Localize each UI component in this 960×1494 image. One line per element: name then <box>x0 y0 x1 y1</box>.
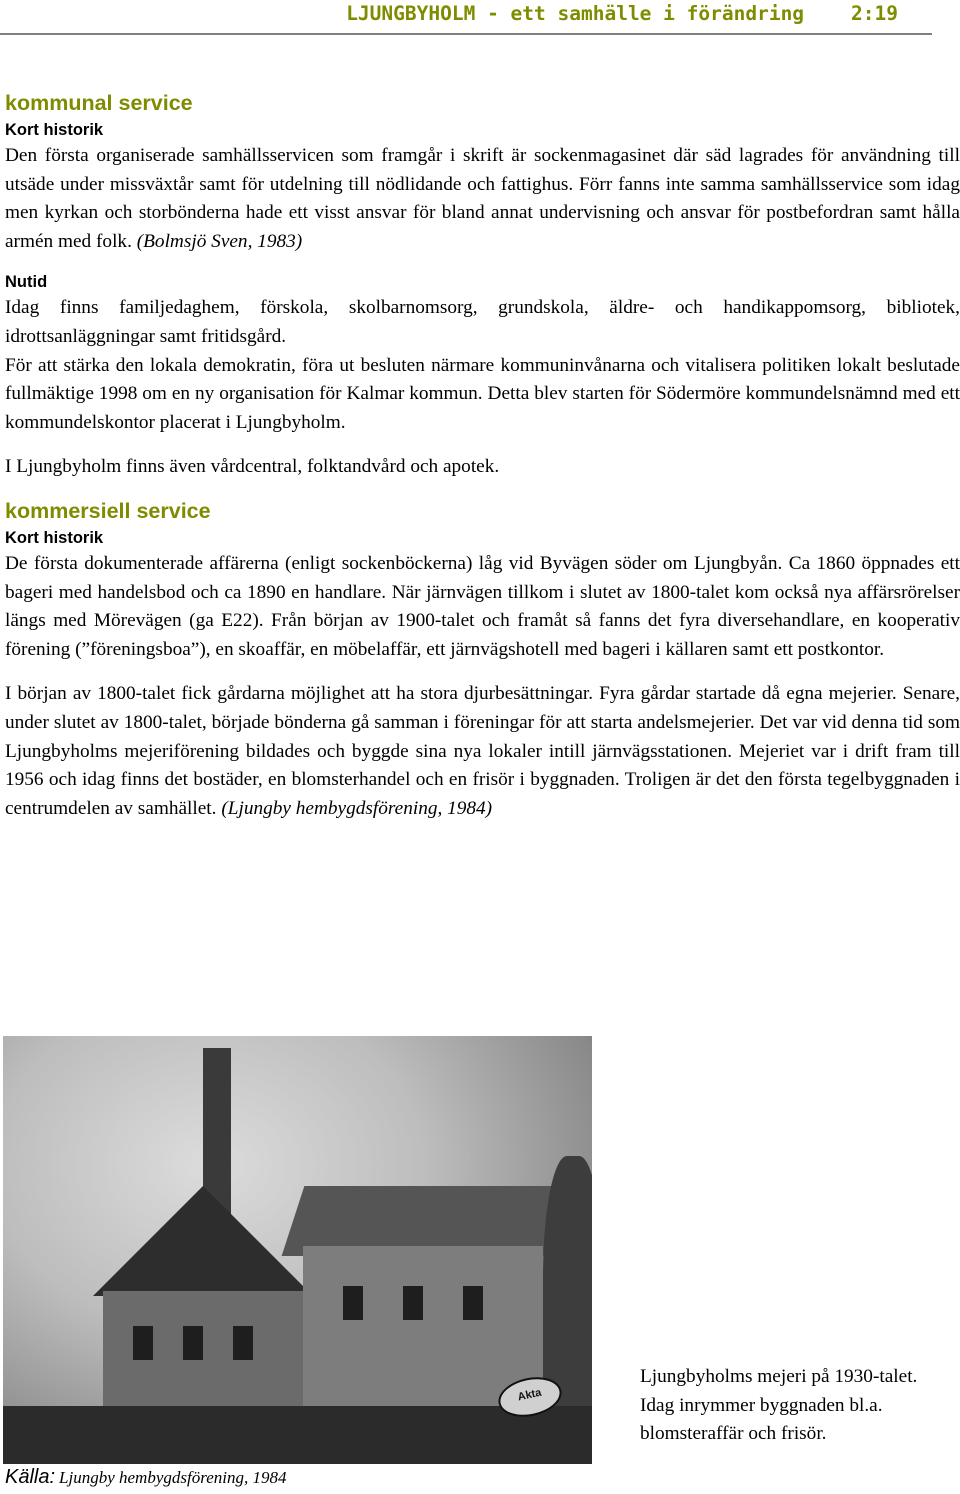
window-shape <box>463 1286 483 1320</box>
dairy-photo <box>3 1036 592 1464</box>
header-title: LJUNGBYHOLM - ett samhälle i förändring 2:19 <box>346 2 898 25</box>
window-shape <box>233 1326 253 1360</box>
paragraph-kommersiell-2: I början av 1800-talet fick gårdarna möjlighet att ha stora djurbesättningar. Fyra gårdar startade då egna mejerier. Senare, under slutet av 1800-talet, började bönderna gå samman i föreningar för att starta andelsmejerier. Det var vid denna tid som Ljungbyholms mejeriförening bildades och byggde sina nya lokaler intill järnvägsstationen. Mejeriet var i drift fram till 1956 och idag finns det bostäder, en blomsterhandel och en frisör i byggnaden. Troligen är det den första tegelbyggnaden i centrumdelen av samhället. (Ljungby hembygdsförening, 1984) <box>5 683 960 819</box>
gable-roof-shape <box>93 1186 313 1296</box>
citation: (Ljungby hembygdsförening, 1984) <box>221 797 493 819</box>
citation: (Bolmsjö Sven, 1983) <box>136 230 303 252</box>
page-header <box>0 0 932 35</box>
source-label: Källa: <box>5 1466 56 1488</box>
subheading-nutid: Nutid <box>5 273 48 292</box>
section-heading-kommersiell: kommersiell service <box>5 498 211 523</box>
window-shape <box>183 1326 203 1360</box>
page-number: 2:19 <box>851 2 898 25</box>
subheading-kort-historik: Kort historik <box>5 121 104 139</box>
paragraph-nutid-2: För att stärka den lokala demokratin, föra ut besluten närmare kommuninvånarna och vitalisera politiken lokalt beslutade fullmäktige 1998 om en ny organisation för Kalmar kommun. Detta blev starten för Södermöre kommundelsnämnd med ett kommundelskontor placerat i Ljungbyholm. <box>5 354 960 433</box>
photo-caption: Ljungbyholms mejeri på 1930-talet. Idag inrymmer byggnaden bl.a. blomsteraffär och frisör. <box>640 1366 918 1445</box>
paragraph-kommunal-historik: Den första organiserade samhällsservicen som framgår i skrift är sockenmagasinet där säd lagrades för användning till utsäde under missväxtår samt för utdelning till nödlidande och fattighus. Förr fanns inte samma samhällsservice som idag men kyrkan och storbönderna hade ett visst ansvar för bland annat undervisning och ansvar för postbefordran samt hålla armén med folk. (Bolmsjö Sven, 1983) <box>5 145 960 252</box>
photo-source <box>5 1466 286 1489</box>
source-value: Ljungby hembygdsförening, 1984 <box>59 1468 287 1487</box>
ground-shape <box>3 1406 592 1464</box>
document-body <box>5 88 960 823</box>
sign: Akta <box>495 1372 566 1422</box>
paragraph-kommersiell-1: De första dokumenterade affärerna (enligt sockenböckerna) låg vid Byvägen söder om Ljungbyån. Ca 1860 öppnades ett bageri med handelsbod och ca 1890 en handlare. När järnvägen tillkom i slutet av 1800-talet kom också nya affärsrörelser längs med Mörevägen (ga E22). Från början av 1900-talet och framåt så fanns det fyra diversehandlare, en kooperativ förening (”föreningsboa”), en skoaffär, en möbelaffär, ett järnvägshotell med bageri i källaren samt ett postkontor. <box>5 552 960 660</box>
paragraph-nutid-3: I Ljungbyholm finns även vårdcentral, folktandvård och apotek. <box>5 456 500 478</box>
window-shape <box>343 1286 363 1320</box>
section-heading-kommunal: kommunal service <box>5 91 193 115</box>
window-shape <box>403 1286 423 1320</box>
window-shape <box>133 1326 153 1360</box>
subheading-kort-historik-2: Kort historik <box>5 528 104 547</box>
paragraph-nutid-1: Idag finns familjedaghem, förskola, skolbarnomsorg, grundskola, äldre- och handikappomsorg, bibliotek, idrottsanläggningar samt fritidsgård. <box>5 297 960 347</box>
